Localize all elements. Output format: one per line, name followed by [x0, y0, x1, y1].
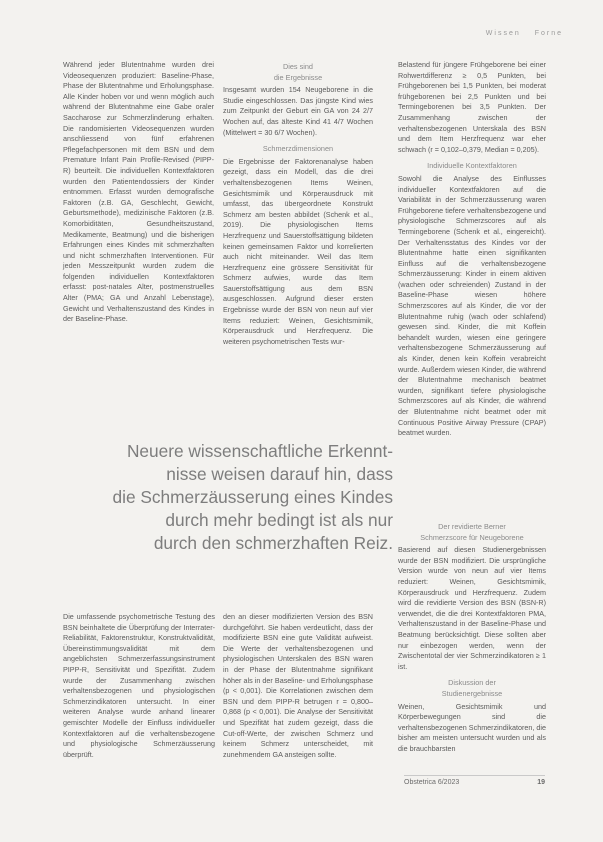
subheading: Dies sind die Ergebnisse	[273, 62, 323, 82]
pull-quote	[53, 440, 393, 555]
paragraph: Während jeder Blutentnahme wurden drei Videosequenzen produziert: Baseline-Phase, Phase der Blutentnahme und Erholungsphase. Alle Kinder hoben vor und wenn möglich auch während der Blutentnahme eine Gabe oraler Saccharose zur Schmerzlinderung erhalten. Die randomisierten Videosequenzen wurden anschliessend von fünf erfahrenen Pflegefachpersonen mit dem BSN und dem Premature Infant Pain Profile-Revised (PIPP-R) beurteilt. Die individuellen Kontextfaktoren wurden den Patientendossiers der Kinder entnommen. Erfasst wurden demografische Faktoren (z.B. GA, Geschlecht, Gewicht, Geburtsmethode), medizinische Faktoren (z.B. Komorbiditäten, Gesundheitszustand, Medikamente, Beatmung) und die bisherigen Erfahrungen eines Kindes mit schmerzhaften und nicht schmerzhaften Interventionen. Für jeden Messzeitpunkt wurden zudem die folgenden individuellen Kontextfaktoren erfasst: post-natales Alter, postmenstruelles Alter (PMA; GA und Anzahl Lebenstage), Gewicht und Verhaltenszustand des Kindes in der Baseline-Phase.	[63, 60, 214, 324]
subheading: Individuelle Kontextfaktoren	[427, 161, 517, 171]
paragraph: Die umfassende psychometrische Testung des BSN beinhaltete die Überprüfung der Interrater-Reliabilität, Faktorenstruktur, Konstruktvalidität, Übereinstimmungsvalidität mit dem angeblichsten Schmerzerfassungsinstrument PIPP-R, Sensitivität und Spezifität. Zudem wurde der Zusammenhang zwischen verhaltensbezogenen und physiologischen Schmerzindikatoren untersucht. In einer weiteren Analyse wurde anhand linearer gemischter Modelle der Einfluss individueller Kontextfaktoren auf die verhaltensbezogene und physiologische Schmerzäusserung überprüft.	[63, 612, 215, 759]
header-section: Forne	[534, 30, 563, 37]
column-5	[223, 612, 373, 760]
column-6	[398, 520, 546, 754]
paragraph: den an dieser modifizierten Version des BSN durchgeführt. Sie haben verdeutlicht, dass der modifizierte BSN eine gute Validität aufweist. Die Werte der verhaltensbezogenen und physiologischen Unterskalen des BSN waren in der Phase der Blutentnahme signifikant höher als in der Baseline- und Erholungsphase (p < 0,001). Die Korrelationen zwischen dem BSN und dem PIPP-R betrugen r = 0,800–0,868 (p < 0,001). Die Analyse der Sensitivität und Spezifität hat zudem gezeigt, dass die Cut-off-Werte, der zwischen Schmerz und keinem Schmerz unterscheidet, mit zunehmendem GA ansteigen sollte.	[223, 612, 373, 759]
running-header	[476, 30, 563, 37]
column-2	[223, 60, 373, 347]
pull-quote-line: die Schmerzäusserung eines Kindes	[112, 487, 393, 507]
page-number: 19	[537, 779, 545, 786]
journal-name: Obstetrica 6/2023	[404, 779, 460, 786]
subheading: Schmerzdimensionen	[262, 144, 334, 154]
paragraph: Insgesamt wurden 154 Neugeborene in die Studie eingeschlossen. Das jüngste Kind wies zum Zeitpunkt der Geburt ein GA von 24 2/7 Wochen auf, das älteste Kind 41 4/7 Wochen (Mittelwert = 30 6/7 Wochen).	[223, 85, 373, 137]
pull-quote-line: Neuere wissenschaftliche Erkennt-	[126, 441, 393, 461]
column-4	[63, 612, 215, 760]
column-3	[398, 60, 546, 439]
column-1	[63, 60, 214, 325]
paragraph: Die Ergebnisse der Faktorenanalyse haben gezeigt, dass ein Modell, das die drei verhaltensbezogenen Items Weinen, Gesichtsmimik und Körperausdruck mit umfasst, das übergeordnete Konstrukt Schmerz am besten abbildet (Schenk et al., 2019). Die physiologischen Items Herzfrequenz und Sauerstoffsättigung bildeten keinen gemeinsamen Faktor und korrelierten auch nicht miteinander. Weil das Item Herzfrequenz eine grössere Sensitivität für Schmerz aufwies, wurde das Item Sauerstoffsättigung aus dem BSN ausgeschlossen. Aufgrund dieser ersten Ergebnisse wurde der BSN von neun auf vier Items reduziert: Weinen, Gesichtsmimik, Körperausdruck und Herzfrequenz. Die weiteren psychometrischen Tests wur-	[223, 156, 373, 346]
header-section: Wissen	[485, 30, 521, 37]
subheading: Diskussion der Studienergebnisse	[441, 678, 503, 698]
paragraph: Belastend für jüngere Frühgeborene bei einer Rohwertdifferenz ≥ 0,5 Punkten, bei Frühgeborenen bei 1,5 Punkten, bei moderat frühgeborenen bei 2,5 Punkten und bei Termingeborenen bei 3,5 Punkten. Der Zusammenhang zwischen der verhaltensbezogenen Unterskala des BSN und dem Item Herzfrequenz war eher schwach (r = 0,102–0,379, Median = 0,205).	[398, 60, 546, 154]
subheading: Der revidierte Berner Schmerzscore für Neugeborene	[420, 522, 524, 542]
paragraph: Sowohl die Analyse des Einflusses individueller Kontextfaktoren auf die Variabilität in der Schmerzäusserung waren Frühgeborene tiefere verhaltensbezogene und physiologische Schmerzscores auf als Termingeborene (Schenk et al., eingereicht). Der Verhaltensstatus des Kindes vor der Blutentnahme hatte einen signifikanten Einfluss auf die verhaltensbezogene Schmerzäusserung: Kinder in einem aktiven (wachen oder schreienden) Zustand in der Baseline-Phase wiesen höhere Schmerzscores auf als Kinder, die vor der Blutentnahme ruhig (wach oder schlafend) gewesen sind. Kinder, die mit Koffein behandelt wurden, wiesen eine geringere verhaltensbezogene Schmerzäusserung auf als Kinder, denen kein Koffein verabreicht wurde. Außerdem wiesen Kinder, die während der Blutentnahme mechanisch beatmet wurden, signifikant tiefere physiologische Schmerzscores auf als Kinder, die während der Blutentnahme nicht beatmet oder mit Continuous Positive Airway Pressure (CPAP) beatmet wurden.	[398, 173, 546, 438]
pull-quote-line: durch den schmerzhaften Reiz.	[153, 533, 393, 553]
paragraph: Basierend auf diesen Studienergebnissen wurde der BSN modifiziert. Die ursprüngliche Version wurde von neun auf vier Items reduziert: Weinen, Gesichtsmimik, Körperausdruck und Herzfrequenz. Zudem wird die revidierte Version des BSN (BSN-R) verwendet, die die drei Kontextfaktoren PMA, Verhaltenszustand in der Baseline-Phase und Beatmung berücksichtigt. Diese sollten aber nur einbezogen werden, wenn der Zwischentotal der vier Schmerzindikatoren ≥ 1 ist.	[398, 545, 546, 671]
page-footer	[404, 775, 545, 786]
pull-quote-line: nisse weisen darauf hin, dass	[166, 464, 393, 484]
paragraph: Weinen, Gesichtsmimik und Körperbewegungen sind die verhaltensbezogenen Schmerzindikatoren, die bisher am meisten untersucht wurden und als die brauchbarsten	[398, 701, 546, 753]
pull-quote-line: durch mehr bedingt ist als nur	[165, 510, 393, 530]
